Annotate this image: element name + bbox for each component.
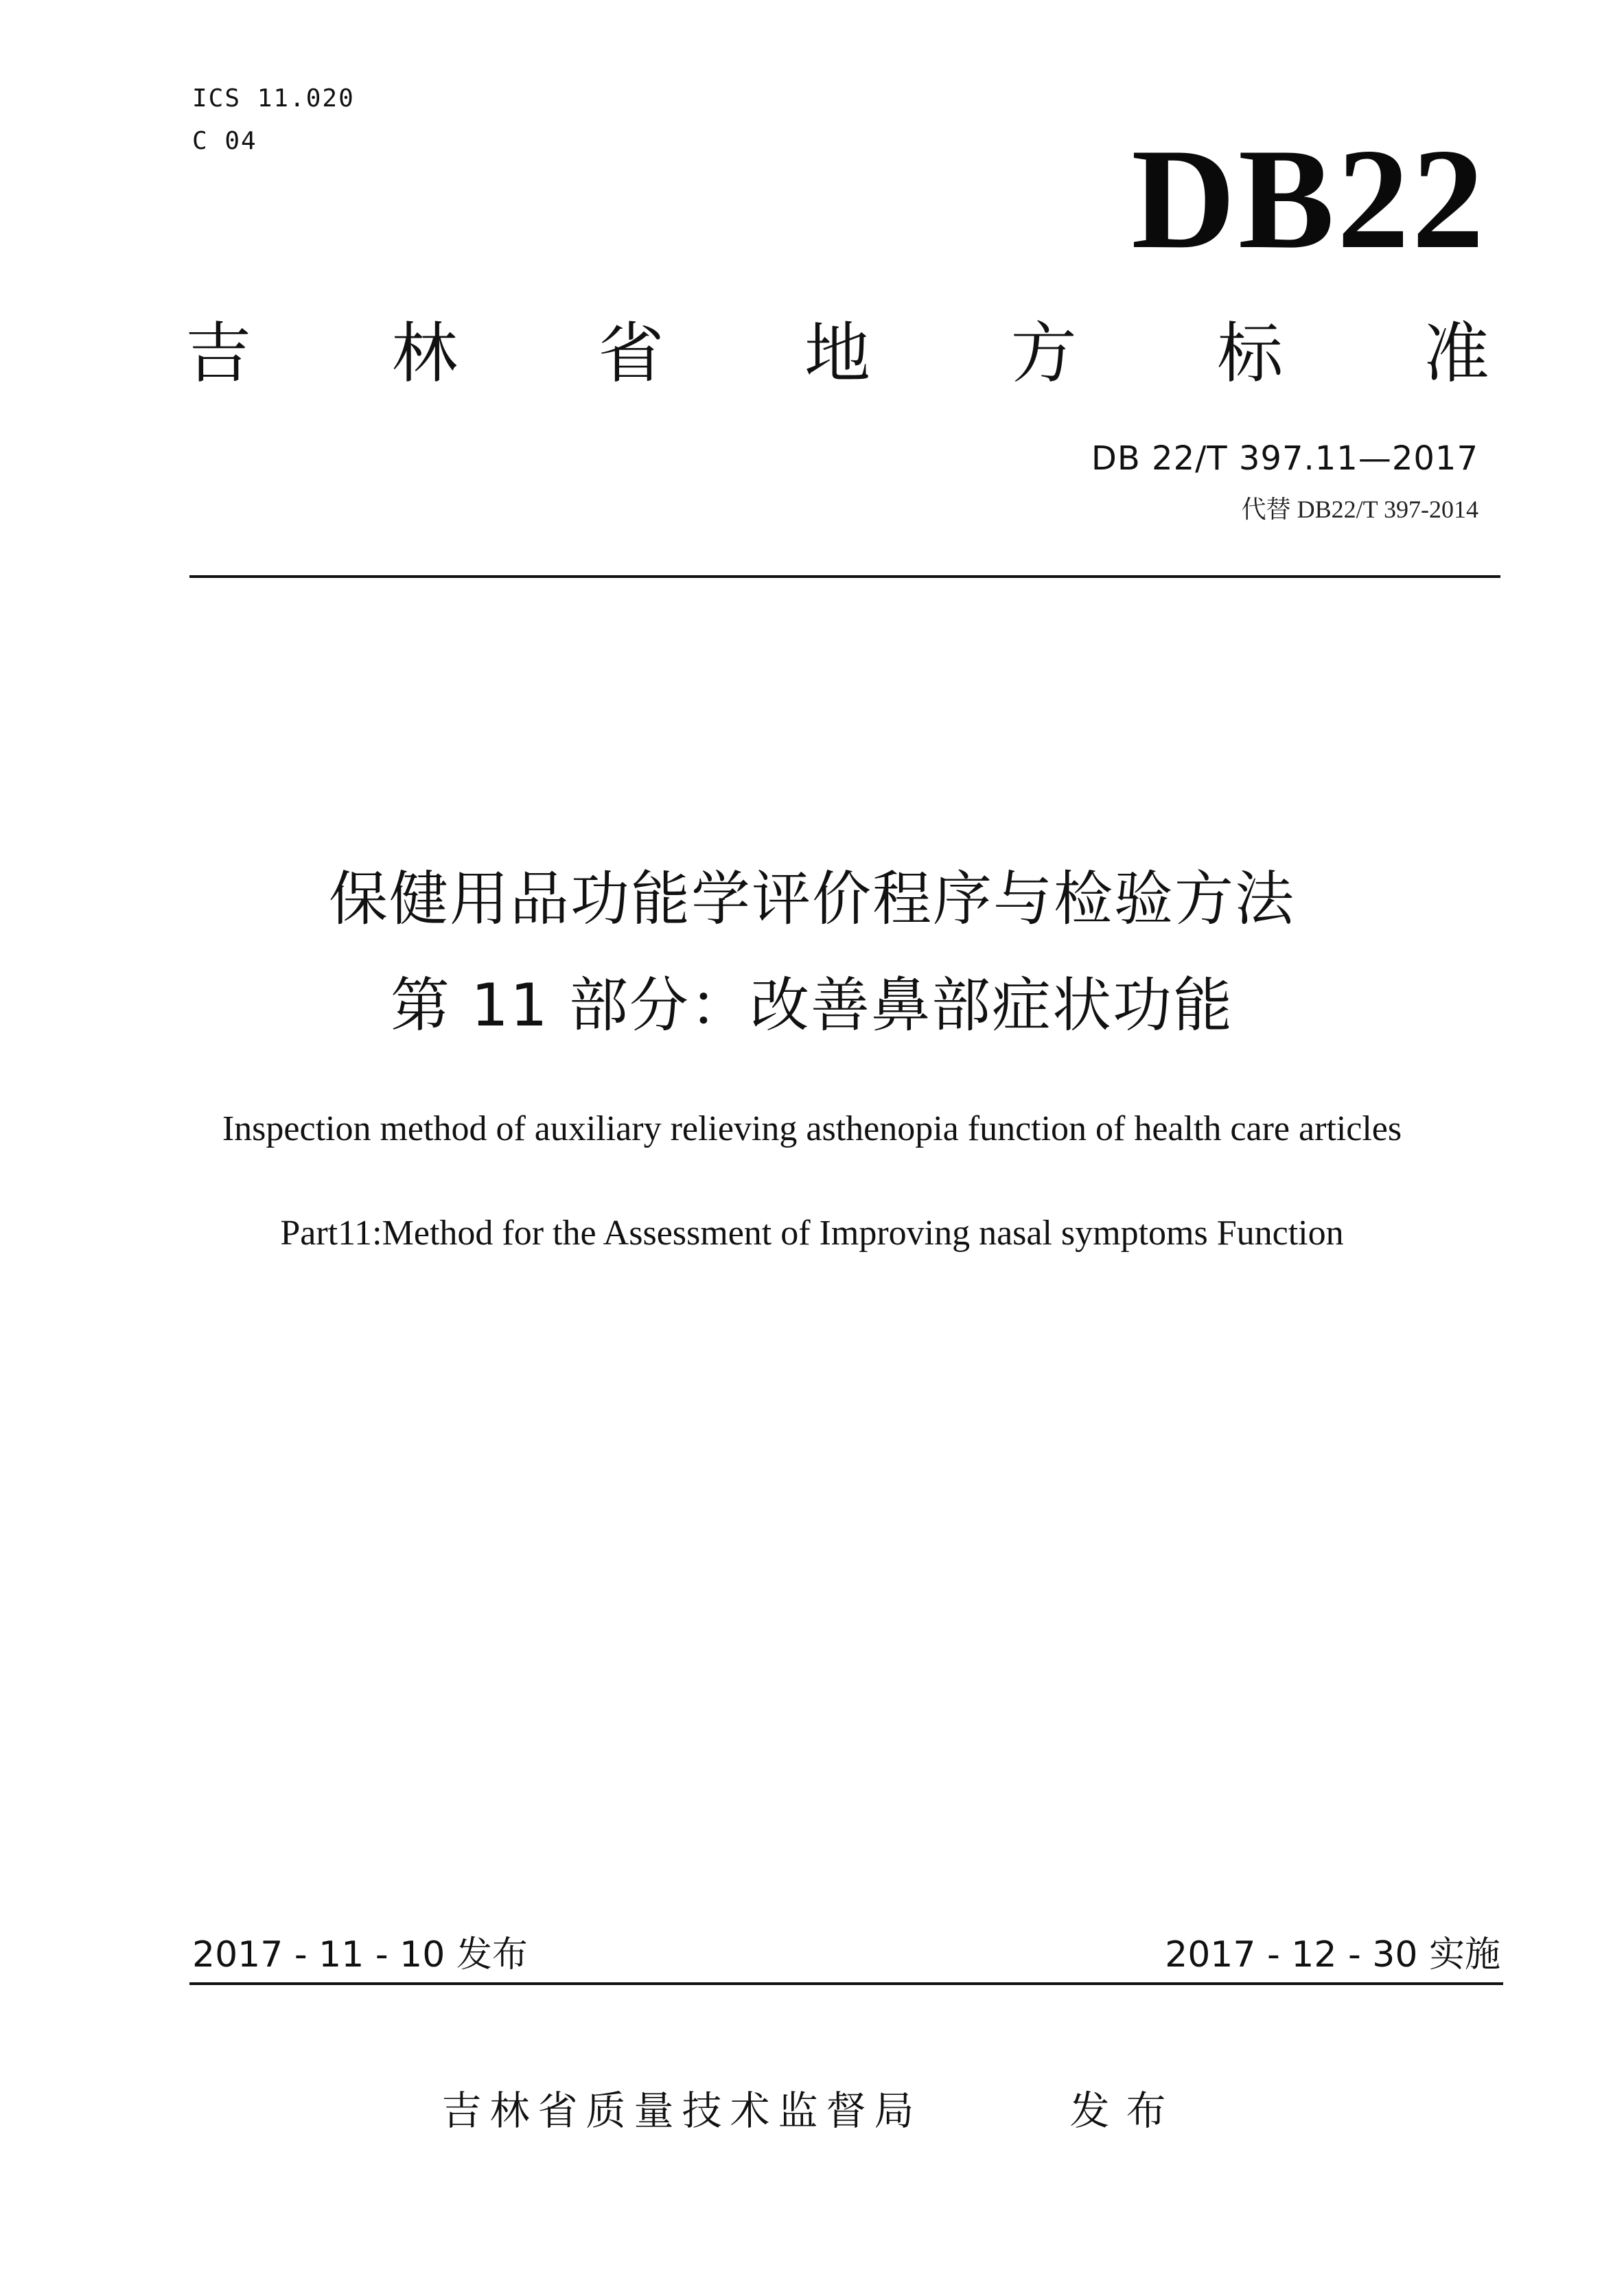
cn-title-line1: 保健用品功能学评价程序与检验方法 xyxy=(329,865,1295,934)
issue-date: 2017 - 11 - 10 发布 xyxy=(192,1934,528,1975)
issuer-verb: 发布 xyxy=(1069,2087,1183,2134)
replaces-standard: 代替 DB22/T 397-2014 xyxy=(1241,496,1478,523)
en-title-line2: Part11:Method for the Assessment of Improving nasal symptoms Function xyxy=(280,1214,1344,1253)
standard-number: DB 22/T 397.11—2017 xyxy=(1091,439,1478,478)
en-title-line1: Inspection method of auxiliary relieving asthenopia function of health care articles xyxy=(222,1109,1402,1148)
standard-type-char: 省 xyxy=(598,315,664,392)
db-logo: DB22 xyxy=(1131,119,1487,279)
standard-type-char: 地 xyxy=(804,315,870,392)
standard-type-char: 方 xyxy=(1010,315,1077,392)
header-divider xyxy=(189,575,1500,578)
issuer-line xyxy=(0,2083,1624,2138)
standard-type-char: 标 xyxy=(1217,315,1284,392)
standard-type-char: 准 xyxy=(1423,315,1489,392)
standard-type-char: 吉 xyxy=(185,315,251,392)
cn-title-line2: 第 11 部分：改善鼻部症状功能 xyxy=(390,971,1234,1040)
ccs-code: C 04 xyxy=(192,127,257,155)
footer-divider xyxy=(189,1982,1503,1985)
ics-code: ICS 11.020 xyxy=(192,84,355,113)
issuer-name: 吉林省质量技术监督局 xyxy=(441,2087,923,2134)
effective-date: 2017 - 12 - 30 实施 xyxy=(1165,1934,1500,1975)
standard-type-heading xyxy=(185,312,1489,395)
standard-type-char: 林 xyxy=(391,315,458,392)
